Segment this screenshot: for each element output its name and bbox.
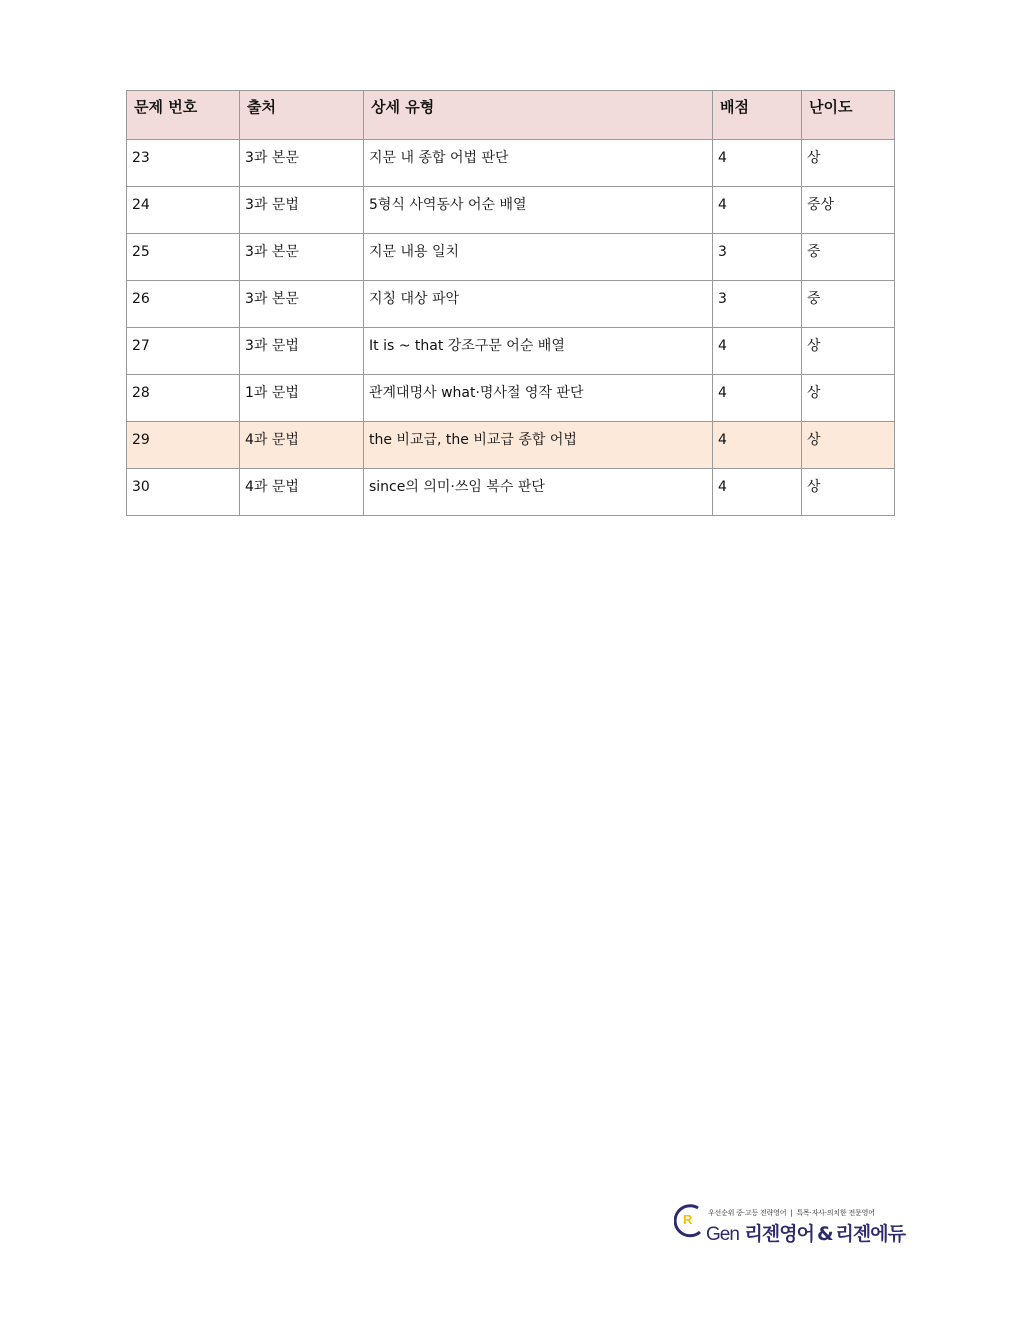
cell-difficulty: 중 <box>802 234 895 281</box>
exam-analysis-table <box>126 90 895 516</box>
cell-question-number: 25 <box>127 234 240 281</box>
cell-detail-type: It is ~ that 강조구문 어순 배열 <box>364 328 713 375</box>
cell-source: 3과 본문 <box>240 281 364 328</box>
cell-detail-type: 5형식 사역동사 어순 배열 <box>364 187 713 234</box>
cell-score: 3 <box>713 234 802 281</box>
cell-question-number: 26 <box>127 281 240 328</box>
cell-source: 4과 문법 <box>240 422 364 469</box>
brand-logo <box>674 1200 905 1245</box>
regen-logo-mark-icon <box>674 1202 708 1240</box>
cell-source: 3과 문법 <box>240 328 364 375</box>
table-header-row <box>127 91 895 140</box>
table-row <box>127 375 895 422</box>
logo-brand-left: 리젠영어 <box>744 1223 814 1245</box>
logo-wordmark <box>706 1219 905 1246</box>
table-row <box>127 234 895 281</box>
cell-score: 4 <box>713 140 802 187</box>
cell-source: 3과 문법 <box>240 187 364 234</box>
header-question-number: 문제 번호 <box>127 91 240 140</box>
cell-difficulty: 상 <box>802 140 895 187</box>
cell-difficulty: 중상 <box>802 187 895 234</box>
cell-question-number: 24 <box>127 187 240 234</box>
table-row <box>127 328 895 375</box>
cell-score: 4 <box>713 187 802 234</box>
header-difficulty: 난이도 <box>802 91 895 140</box>
cell-score: 4 <box>713 375 802 422</box>
cell-score: 4 <box>713 328 802 375</box>
table-row <box>127 140 895 187</box>
cell-source: 3과 본문 <box>240 234 364 281</box>
table-row-highlighted <box>127 422 895 469</box>
cell-difficulty: 상 <box>802 422 895 469</box>
cell-question-number: 23 <box>127 140 240 187</box>
cell-score: 4 <box>713 422 802 469</box>
table-row <box>127 281 895 328</box>
logo-gen: Gen <box>706 1224 739 1245</box>
cell-detail-type: since의 의미·쓰임 복수 판단 <box>364 469 713 516</box>
cell-score: 4 <box>713 469 802 516</box>
header-source: 출처 <box>240 91 364 140</box>
tagline-right: 특목·자사·의치한 전문영어 <box>796 1209 875 1217</box>
cell-question-number: 27 <box>127 328 240 375</box>
svg-text:R: R <box>683 1212 693 1227</box>
cell-detail-type: 관계대명사 what·명사절 영작 판단 <box>364 375 713 422</box>
cell-source: 4과 문법 <box>240 469 364 516</box>
cell-detail-type: 지문 내용 일치 <box>364 234 713 281</box>
table-row <box>127 187 895 234</box>
logo-tagline <box>708 1208 875 1218</box>
cell-detail-type: the 비교급, the 비교급 종합 어법 <box>364 422 713 469</box>
cell-detail-type: 지칭 대상 파악 <box>364 281 713 328</box>
cell-difficulty: 상 <box>802 469 895 516</box>
logo-brand-right: 리젠에듀 <box>835 1223 905 1245</box>
cell-difficulty: 중 <box>802 281 895 328</box>
cell-difficulty: 상 <box>802 375 895 422</box>
tagline-left: 우선순위 중·고등 전략영어 <box>708 1209 787 1217</box>
header-detail-type: 상세 유형 <box>364 91 713 140</box>
cell-source: 1과 문법 <box>240 375 364 422</box>
header-score: 배점 <box>713 91 802 140</box>
cell-source: 3과 본문 <box>240 140 364 187</box>
logo-ampersand: & <box>816 1223 833 1245</box>
tagline-separator: | <box>790 1209 793 1217</box>
table-row <box>127 469 895 516</box>
cell-detail-type: 지문 내 종합 어법 판단 <box>364 140 713 187</box>
cell-question-number: 29 <box>127 422 240 469</box>
cell-score: 3 <box>713 281 802 328</box>
cell-question-number: 28 <box>127 375 240 422</box>
cell-question-number: 30 <box>127 469 240 516</box>
cell-difficulty: 상 <box>802 328 895 375</box>
